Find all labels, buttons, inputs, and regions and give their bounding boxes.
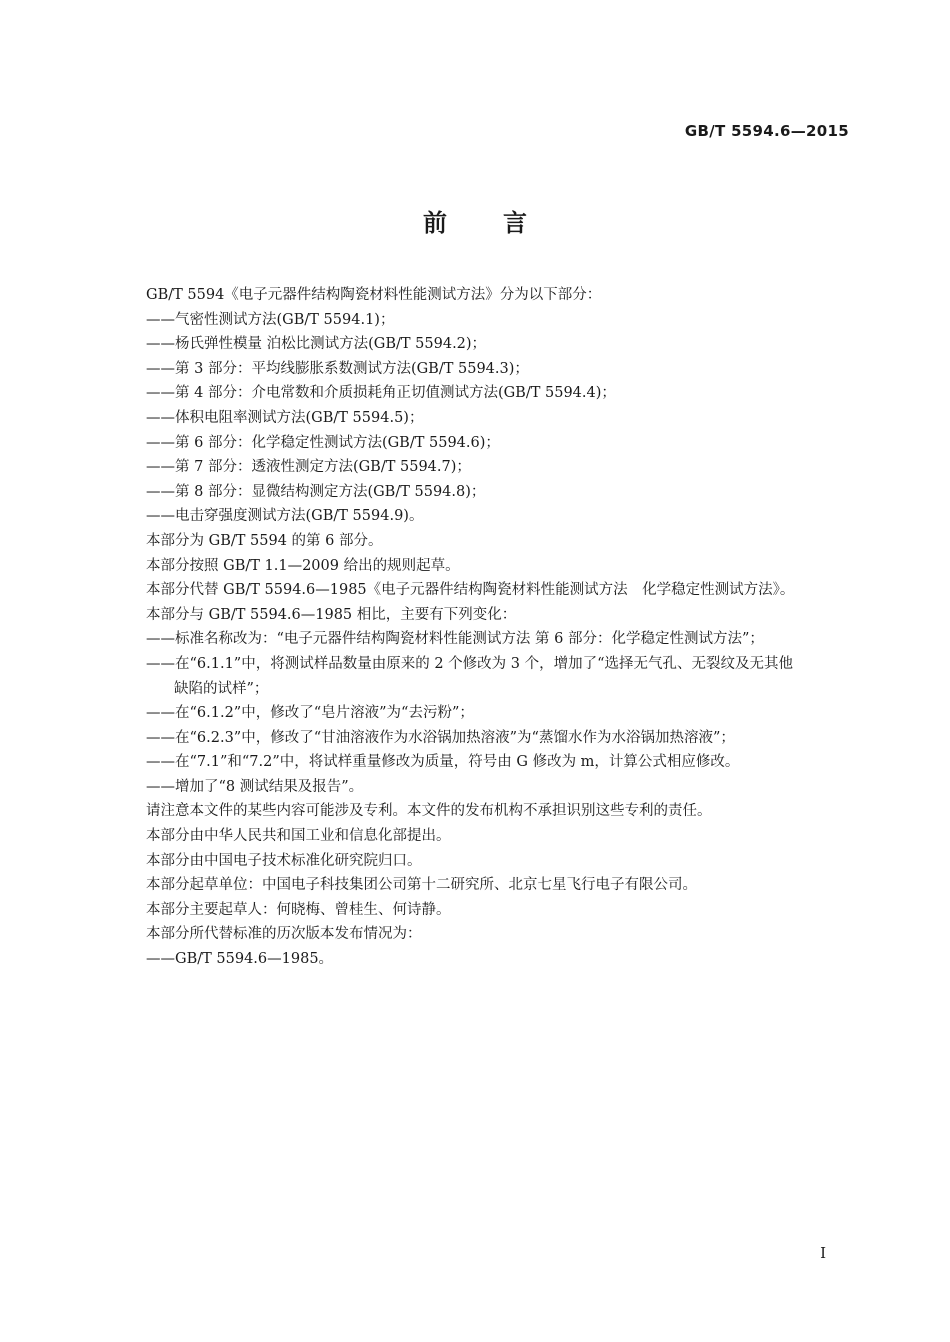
paragraph: 本部分主要起草人：何晓梅、曾桂生、何诗静。 (146, 901, 451, 918)
page-number: I (820, 1244, 826, 1262)
list-item: ——第 8 部分：显微结构测定方法(GB/T 5594.8)； (146, 483, 486, 500)
paragraph: 本部分代替 GB/T 5594.6—1985《电子元器件结构陶瓷材料性能测试方法 化学稳定性测试方法》。 (146, 582, 795, 599)
list-item: ——第 7 部分：透液性测定方法(GB/T 5594.7)； (146, 459, 471, 476)
paragraph: 本部分为 GB/T 5594 的第 6 部分。 (146, 532, 383, 549)
list-item: ——第 4 部分：介电常数和介质损耗角正切值测试方法(GB/T 5594.4)； (146, 385, 616, 402)
list-item: ——增加了“8 测试结果及报告”。 (146, 778, 364, 795)
standard-code: GB/T 5594.6—2015 (684, 122, 849, 140)
paragraph: GB/T 5594《电子元器件结构陶瓷材料性能测试方法》分为以下部分： (146, 287, 602, 303)
list-item: ——在“6.1.2”中，修改了“皂片溶液”为“去污粉”； (146, 705, 474, 722)
page-title: 前言 (423, 209, 583, 237)
paragraph: 本部分起草单位：中国电子科技集团公司第十二研究所、北京七星飞行电子有限公司。 (146, 877, 697, 894)
list-item: ——第 6 部分：化学稳定性测试方法(GB/T 5594.6)； (146, 434, 500, 451)
list-item: ——第 3 部分：平均线膨胀系数测试方法(GB/T 5594.3)； (146, 360, 529, 377)
paragraph: 本部分由中华人民共和国工业和信息化部提出。 (146, 828, 451, 845)
list-item: ——气密性测试方法(GB/T 5594.1)； (146, 311, 395, 328)
paragraph: 请注意本文件的某些内容可能涉及专利。本文件的发布机构不承担识别这些专利的责任。 (146, 803, 712, 820)
paragraph: 本部分按照 GB/T 1.1—2009 给出的规则起草。 (146, 557, 460, 574)
list-item: ——杨氏弹性模量 泊松比测试方法(GB/T 5594.2)； (146, 336, 487, 353)
list-item: ——在“6.1.1”中，将测试样品数量由原来的 2 个修改为 3 个，增加了“选择无气孔、无裂纹及无其他 (146, 655, 794, 672)
list-item: ——在“6.2.3”中，修改了“甘油溶液作为水浴锅加热溶液”为“蒸馏水作为水浴锅加热溶液”； (146, 729, 735, 746)
paragraph: 本部分与 GB/T 5594.6—1985 相比，主要有下列变化： (146, 606, 517, 623)
document-body (118, 283, 852, 972)
list-item: ——标准名称改为：“电子元器件结构陶瓷材料性能测试方法 第 6 部分：化学稳定性测试方法”； (146, 631, 764, 648)
list-item: ——体积电阻率测试方法(GB/T 5594.5)； (146, 409, 424, 426)
list-item: 缺陷的试样”； (174, 680, 269, 697)
list-item: ——在“7.1”和“7.2”中，将试样重量修改为质量，符号由 G 修改为 m，计算公式相应修改。 (146, 754, 740, 771)
paragraph: 本部分由中国电子技术标准化研究院归口。 (146, 852, 422, 869)
paragraph: 本部分所代替标准的历次版本发布情况为： (146, 926, 422, 943)
list-item: ——电击穿强度测试方法(GB/T 5594.9)。 (146, 508, 424, 525)
list-item: ——GB/T 5594.6—1985。 (146, 951, 334, 968)
